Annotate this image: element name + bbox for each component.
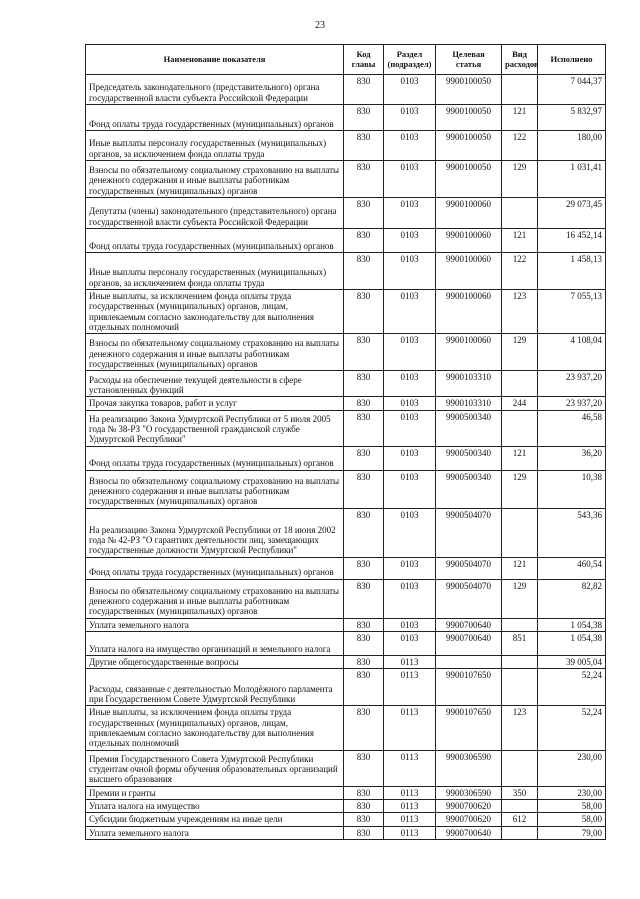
table-cell-section: 0103 bbox=[384, 557, 436, 579]
table-cell-name: Иные выплаты, за исключением фонда оплаты труда государственных (муниципальных) органов, лицам, привлекаемым согласно законодательству для выполнения отдельных полномочий bbox=[86, 290, 344, 334]
table-cell-expense: 612 bbox=[502, 813, 538, 826]
table-row bbox=[86, 508, 606, 557]
table-cell-section: 0103 bbox=[384, 508, 436, 557]
table-cell-expense: 121 bbox=[502, 105, 538, 131]
table-cell-name: Фонд оплаты труда государственных (муниципальных) органов bbox=[86, 105, 344, 131]
table-cell-chapter: 830 bbox=[344, 410, 384, 446]
table-cell-chapter: 830 bbox=[344, 253, 384, 290]
table-cell-name: Другие общегосударственные вопросы bbox=[86, 656, 344, 669]
table-row bbox=[86, 161, 606, 198]
table-cell-name: На реализацию Закона Удмуртской Республики от 18 июня 2002 года № 42-РЗ "О гарантиях деятельности лиц, замещающих государственные должности Удмуртской Республики" bbox=[86, 508, 344, 557]
table-cell-section: 0103 bbox=[384, 632, 436, 656]
table-cell-expense: 129 bbox=[502, 470, 538, 508]
table-cell-target: 9900504070 bbox=[436, 557, 502, 579]
table-row bbox=[86, 656, 606, 669]
table-cell-expense: 129 bbox=[502, 579, 538, 618]
table-cell-chapter: 830 bbox=[344, 557, 384, 579]
table-row bbox=[86, 750, 606, 786]
table-cell-executed: 23 937,20 bbox=[538, 371, 606, 397]
table-cell-expense: 851 bbox=[502, 632, 538, 656]
table-row bbox=[86, 290, 606, 334]
table-cell-section: 0103 bbox=[384, 397, 436, 410]
table-cell-target: 9900504070 bbox=[436, 508, 502, 557]
table-cell-name: Взносы по обязательному социальному страхованию на выплаты денежного содержания и иные выплаты работникам государственных (муниципальных) органов bbox=[86, 334, 344, 371]
table-cell-name: Депутаты (члены) законодательного (представительного) органа государственной власти субъекта Российской Федерации bbox=[86, 198, 344, 229]
table-cell-section: 0103 bbox=[384, 290, 436, 334]
table-cell-name: Премии и гранты bbox=[86, 786, 344, 799]
table-cell-name: Иные выплаты персоналу государственных (муниципальных) органов, за исключением фонда оплаты труда bbox=[86, 253, 344, 290]
table-cell-chapter: 830 bbox=[344, 397, 384, 410]
table-row bbox=[86, 669, 606, 706]
table-cell-chapter: 830 bbox=[344, 198, 384, 229]
table-cell-executed: 230,00 bbox=[538, 786, 606, 799]
table-cell-target: 9900700620 bbox=[436, 813, 502, 826]
table-cell-expense bbox=[502, 75, 538, 105]
table-cell-expense bbox=[502, 750, 538, 786]
table-cell-chapter: 830 bbox=[344, 669, 384, 706]
table-cell-section: 0103 bbox=[384, 446, 436, 470]
table-cell-executed: 39 005,04 bbox=[538, 656, 606, 669]
table-row bbox=[86, 397, 606, 410]
table-cell-name: Взносы по обязательному социальному страхованию на выплаты денежного содержания и иные выплаты работникам государственных (муниципальных) органов bbox=[86, 470, 344, 508]
table-row bbox=[86, 131, 606, 161]
table-cell-section: 0103 bbox=[384, 131, 436, 161]
table-cell-executed: 460,54 bbox=[538, 557, 606, 579]
table-row bbox=[86, 446, 606, 470]
table-cell-chapter: 830 bbox=[344, 446, 384, 470]
table-cell-chapter: 830 bbox=[344, 656, 384, 669]
table-cell-target: 9900700620 bbox=[436, 800, 502, 813]
table-row bbox=[86, 371, 606, 397]
table-row bbox=[86, 706, 606, 750]
table-cell-executed: 180,00 bbox=[538, 131, 606, 161]
table-cell-section: 0103 bbox=[384, 105, 436, 131]
table-row bbox=[86, 410, 606, 446]
table-cell-executed: 36,20 bbox=[538, 446, 606, 470]
table-cell-expense: 123 bbox=[502, 706, 538, 750]
table-cell-executed: 5 832,97 bbox=[538, 105, 606, 131]
table-cell-executed: 79,00 bbox=[538, 826, 606, 839]
table-cell-section: 0103 bbox=[384, 371, 436, 397]
table-cell-expense bbox=[502, 410, 538, 446]
table-cell-expense bbox=[502, 198, 538, 229]
table-cell-expense bbox=[502, 508, 538, 557]
table-cell-section: 0113 bbox=[384, 813, 436, 826]
table-cell-expense: 350 bbox=[502, 786, 538, 799]
table-cell-expense bbox=[502, 669, 538, 706]
table-cell-chapter: 830 bbox=[344, 632, 384, 656]
table-cell-target: 9900100050 bbox=[436, 75, 502, 105]
table-cell-target: 9900107650 bbox=[436, 706, 502, 750]
table-cell-chapter: 830 bbox=[344, 750, 384, 786]
table-cell-expense bbox=[502, 656, 538, 669]
table-cell-executed: 58,00 bbox=[538, 813, 606, 826]
table-row bbox=[86, 105, 606, 131]
table-cell-name: Председатель законодательного (представительного) органа государственной власти субъекта Российской Федерации bbox=[86, 75, 344, 105]
table-cell-expense: 122 bbox=[502, 253, 538, 290]
table-cell-expense bbox=[502, 371, 538, 397]
table-cell-executed: 52,24 bbox=[538, 669, 606, 706]
table-row bbox=[86, 557, 606, 579]
table-cell-section: 0113 bbox=[384, 786, 436, 799]
table-cell-name: Иные выплаты персоналу государственных (муниципальных) органов, за исключением фонда оплаты труда bbox=[86, 131, 344, 161]
table-cell-expense bbox=[502, 826, 538, 839]
table-cell-chapter: 830 bbox=[344, 508, 384, 557]
table-cell-executed: 4 108,04 bbox=[538, 334, 606, 371]
table-cell-section: 0103 bbox=[384, 334, 436, 371]
table-cell-chapter: 830 bbox=[344, 334, 384, 371]
header-section: Раздел (подраздел) bbox=[384, 45, 436, 75]
table-cell-section: 0103 bbox=[384, 579, 436, 618]
table-cell-target: 9900700640 bbox=[436, 826, 502, 839]
table-cell-executed: 23 937,20 bbox=[538, 397, 606, 410]
table-row bbox=[86, 786, 606, 799]
table-cell-name: Расходы на обеспечение текущей деятельности в сфере установленных функций bbox=[86, 371, 344, 397]
table-cell-chapter: 830 bbox=[344, 800, 384, 813]
table-cell-section: 0113 bbox=[384, 669, 436, 706]
table-cell-expense: 121 bbox=[502, 446, 538, 470]
table-cell-section: 0113 bbox=[384, 656, 436, 669]
table-cell-target: 9900100060 bbox=[436, 334, 502, 371]
table-cell-name: Расходы, связанные с деятельностью Молодёжного парламента при Государственном Совете Удмуртской Республики bbox=[86, 669, 344, 706]
table-cell-section: 0113 bbox=[384, 750, 436, 786]
table-cell-section: 0113 bbox=[384, 826, 436, 839]
table-cell-section: 0103 bbox=[384, 161, 436, 198]
table-cell-target: 9900306590 bbox=[436, 750, 502, 786]
table-cell-name: Фонд оплаты труда государственных (муниципальных) органов bbox=[86, 446, 344, 470]
table-row bbox=[86, 618, 606, 631]
table-row bbox=[86, 198, 606, 229]
table-cell-name: Уплата налога на имущество организаций и земельного налога bbox=[86, 632, 344, 656]
table-cell-expense: 121 bbox=[502, 229, 538, 253]
table-cell-chapter: 830 bbox=[344, 579, 384, 618]
table-cell-name: Взносы по обязательному социальному страхованию на выплаты денежного содержания и иные выплаты работникам государственных (муниципальных) органов bbox=[86, 579, 344, 618]
table-cell-chapter: 830 bbox=[344, 826, 384, 839]
table-cell-chapter: 830 bbox=[344, 786, 384, 799]
table-cell-executed: 1 054,38 bbox=[538, 618, 606, 631]
table-cell-expense bbox=[502, 800, 538, 813]
table-cell-target: 9900100060 bbox=[436, 253, 502, 290]
table-cell-expense: 244 bbox=[502, 397, 538, 410]
table-cell-name: Уплата земельного налога bbox=[86, 826, 344, 839]
table-cell-target: 9900100050 bbox=[436, 161, 502, 198]
table-cell-section: 0103 bbox=[384, 253, 436, 290]
table-cell-section: 0103 bbox=[384, 410, 436, 446]
table-cell-expense: 121 bbox=[502, 557, 538, 579]
header-target-article: Целевая статья bbox=[436, 45, 502, 75]
table-cell-section: 0113 bbox=[384, 706, 436, 750]
table-cell-name: Уплата налога на имущество bbox=[86, 800, 344, 813]
header-chapter-code: Код главы bbox=[344, 45, 384, 75]
table-row bbox=[86, 75, 606, 105]
table-cell-section: 0113 bbox=[384, 800, 436, 813]
header-name: Наименование показателя bbox=[86, 45, 344, 75]
table-cell-chapter: 830 bbox=[344, 161, 384, 198]
table-cell-expense: 123 bbox=[502, 290, 538, 334]
table-cell-chapter: 830 bbox=[344, 371, 384, 397]
table-cell-executed: 58,00 bbox=[538, 800, 606, 813]
table-cell-section: 0103 bbox=[384, 75, 436, 105]
table-row bbox=[86, 229, 606, 253]
table-cell-target: 9900100050 bbox=[436, 105, 502, 131]
table-cell-executed: 1 031,41 bbox=[538, 161, 606, 198]
table-cell-executed: 1 054,38 bbox=[538, 632, 606, 656]
table-cell-section: 0103 bbox=[384, 470, 436, 508]
table-cell-name: На реализацию Закона Удмуртской Республики от 5 июля 2005 года № 38-РЗ "О государственной гражданской службе Удмуртской Республики" bbox=[86, 410, 344, 446]
page-number: 23 bbox=[315, 20, 325, 31]
table-cell-name: Взносы по обязательному социальному страхованию на выплаты денежного содержания и иные выплаты работникам государственных (муниципальных) органов bbox=[86, 161, 344, 198]
table-cell-expense: 122 bbox=[502, 131, 538, 161]
table-cell-target: 9900100060 bbox=[436, 198, 502, 229]
table-row bbox=[86, 334, 606, 371]
table-row bbox=[86, 813, 606, 826]
table-cell-chapter: 830 bbox=[344, 618, 384, 631]
table-cell-expense bbox=[502, 618, 538, 631]
table-cell-executed: 543,36 bbox=[538, 508, 606, 557]
table-cell-name: Фонд оплаты труда государственных (муниципальных) органов bbox=[86, 557, 344, 579]
table-cell-chapter: 830 bbox=[344, 105, 384, 131]
table-cell-chapter: 830 bbox=[344, 470, 384, 508]
table-row bbox=[86, 632, 606, 656]
table-cell-name: Фонд оплаты труда государственных (муниципальных) органов bbox=[86, 229, 344, 253]
table-row bbox=[86, 470, 606, 508]
table-cell-section: 0103 bbox=[384, 198, 436, 229]
table-cell-name: Прочая закупка товаров, работ и услуг bbox=[86, 397, 344, 410]
table-cell-target: 9900700640 bbox=[436, 618, 502, 631]
table-cell-target: 9900103310 bbox=[436, 371, 502, 397]
table-cell-chapter: 830 bbox=[344, 229, 384, 253]
table-cell-target: 9900100050 bbox=[436, 131, 502, 161]
table-cell-target: 9900504070 bbox=[436, 579, 502, 618]
table-cell-executed: 46,58 bbox=[538, 410, 606, 446]
table-cell-executed: 29 073,45 bbox=[538, 198, 606, 229]
table-row bbox=[86, 800, 606, 813]
table-cell-target bbox=[436, 656, 502, 669]
table-cell-target: 9900100060 bbox=[436, 290, 502, 334]
table-cell-name: Иные выплаты, за исключением фонда оплаты труда государственных (муниципальных) органов, лицам, привлекаемым согласно законодательству для выполнения отдельных полномочий bbox=[86, 706, 344, 750]
header-executed: Исполнено bbox=[538, 45, 606, 75]
table-row bbox=[86, 826, 606, 839]
table-cell-section: 0103 bbox=[384, 618, 436, 631]
table-cell-target: 9900306590 bbox=[436, 786, 502, 799]
table-cell-expense: 129 bbox=[502, 334, 538, 371]
table-cell-target: 9900500340 bbox=[436, 410, 502, 446]
table-row bbox=[86, 579, 606, 618]
table-cell-target: 9900107650 bbox=[436, 669, 502, 706]
table-cell-section: 0103 bbox=[384, 229, 436, 253]
table-cell-chapter: 830 bbox=[344, 131, 384, 161]
table-cell-target: 9900700640 bbox=[436, 632, 502, 656]
table-cell-expense: 129 bbox=[502, 161, 538, 198]
table-cell-name: Уплата земельного налога bbox=[86, 618, 344, 631]
table-cell-executed: 52,24 bbox=[538, 706, 606, 750]
table-cell-executed: 7 055,13 bbox=[538, 290, 606, 334]
budget-execution-table bbox=[85, 44, 606, 840]
table-cell-name: Субсидии бюджетным учреждениям на иные цели bbox=[86, 813, 344, 826]
table-cell-target: 9900500340 bbox=[436, 470, 502, 508]
table-cell-executed: 1 458,13 bbox=[538, 253, 606, 290]
table-cell-chapter: 830 bbox=[344, 706, 384, 750]
table-cell-executed: 82,82 bbox=[538, 579, 606, 618]
table-cell-executed: 7 044,37 bbox=[538, 75, 606, 105]
table-cell-executed: 230,00 bbox=[538, 750, 606, 786]
table-cell-name: Премия Государственного Совета Удмуртской Республики студентам очной формы обучения образовательных организаций высшего образования bbox=[86, 750, 344, 786]
table-cell-executed: 10,38 bbox=[538, 470, 606, 508]
table-cell-chapter: 830 bbox=[344, 290, 384, 334]
header-expense-type: Вид расходов bbox=[502, 45, 538, 75]
table-cell-target: 9900100060 bbox=[436, 229, 502, 253]
table-row bbox=[86, 253, 606, 290]
table-header-row bbox=[86, 45, 606, 75]
table-cell-executed: 16 452,14 bbox=[538, 229, 606, 253]
table-cell-target: 9900103310 bbox=[436, 397, 502, 410]
table-cell-target: 9900500340 bbox=[436, 446, 502, 470]
table-cell-chapter: 830 bbox=[344, 813, 384, 826]
table-cell-chapter: 830 bbox=[344, 75, 384, 105]
